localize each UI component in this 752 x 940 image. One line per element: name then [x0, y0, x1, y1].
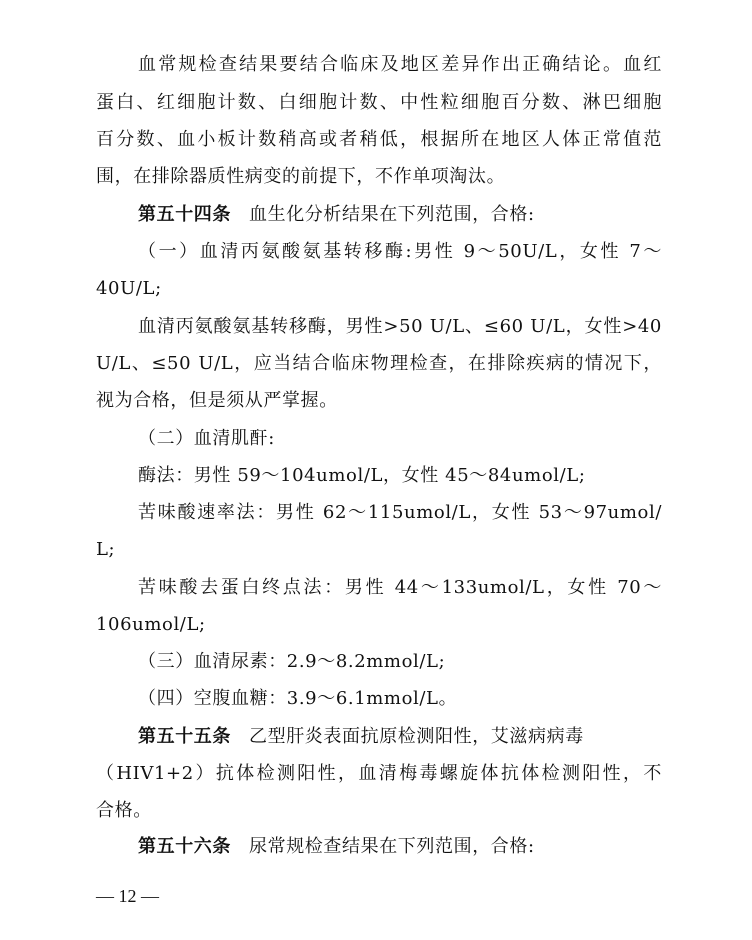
article-label: 第五十五条: [138, 726, 231, 747]
article-54: [138, 203, 662, 227]
paragraph-line: 血清丙氨酸氨基转移酶，男性>50 U/L、≤60 U/L，女性>40: [138, 316, 662, 337]
paragraph-line: 苦味酸速率法：男性 62～115umol/L，女性 53～97umol/: [138, 502, 662, 523]
paragraph-line: （四）空腹血糖：3.9～6.1mmol/L。: [138, 688, 458, 709]
paragraph-line: 40U/L;: [96, 278, 162, 299]
paragraph-line: L;: [96, 539, 116, 560]
paragraph-line: 苦味酸去蛋白终点法：男性 44～133umol/L，女性 70～: [138, 577, 662, 598]
paragraph-line: 血常规检查结果要结合临床及地区差异作出正确结论。血红: [138, 54, 662, 75]
page-number: — 12 —: [96, 886, 159, 906]
article-text: 血生化分析结果在下列范围，合格:: [249, 204, 535, 225]
article-text: 尿常规检查结果在下列范围，合格:: [249, 836, 535, 857]
paragraph-line: 围，在排除器质性病变的前提下，不作单项淘汰。: [96, 166, 506, 187]
paragraph-line: （一）血清丙氨酸氨基转移酶:男性 9～50U/L，女性 7～: [138, 241, 662, 262]
paragraph-line: （HIV1+2）抗体检测阳性，血清梅毒螺旋体抗体检测阳性，不: [96, 763, 662, 784]
paragraph-line: 视为合格，但是须从严掌握。: [96, 390, 338, 411]
section-heading: （二）血清肌酐:: [138, 428, 275, 449]
paragraph-line: 酶法：男性 59～104umol/L，女性 45～84umol/L;: [138, 465, 586, 486]
paragraph-line: （三）血清尿素：2.9～8.2mmol/L;: [138, 651, 446, 672]
paragraph-line: 蛋白、红细胞计数、白细胞计数、中性粒细胞百分数、淋巴细胞: [96, 92, 662, 113]
paragraph-line: U/L、≤50 U/L，应当结合临床物理检查，在排除疾病的情况下，: [96, 353, 662, 374]
article-56: [138, 835, 662, 859]
paragraph-line: 106umol/L;: [96, 614, 206, 635]
article-label: 第五十四条: [138, 204, 231, 225]
article-55: [138, 725, 662, 749]
article-text: 乙型肝炎表面抗原检测阳性，艾滋病病毒: [249, 726, 584, 747]
article-label: 第五十六条: [138, 836, 231, 857]
paragraph-line: 百分数、血小板计数稍高或者稍低，根据所在地区人体正常值范: [96, 129, 662, 150]
paragraph-line: 合格。: [96, 800, 152, 821]
